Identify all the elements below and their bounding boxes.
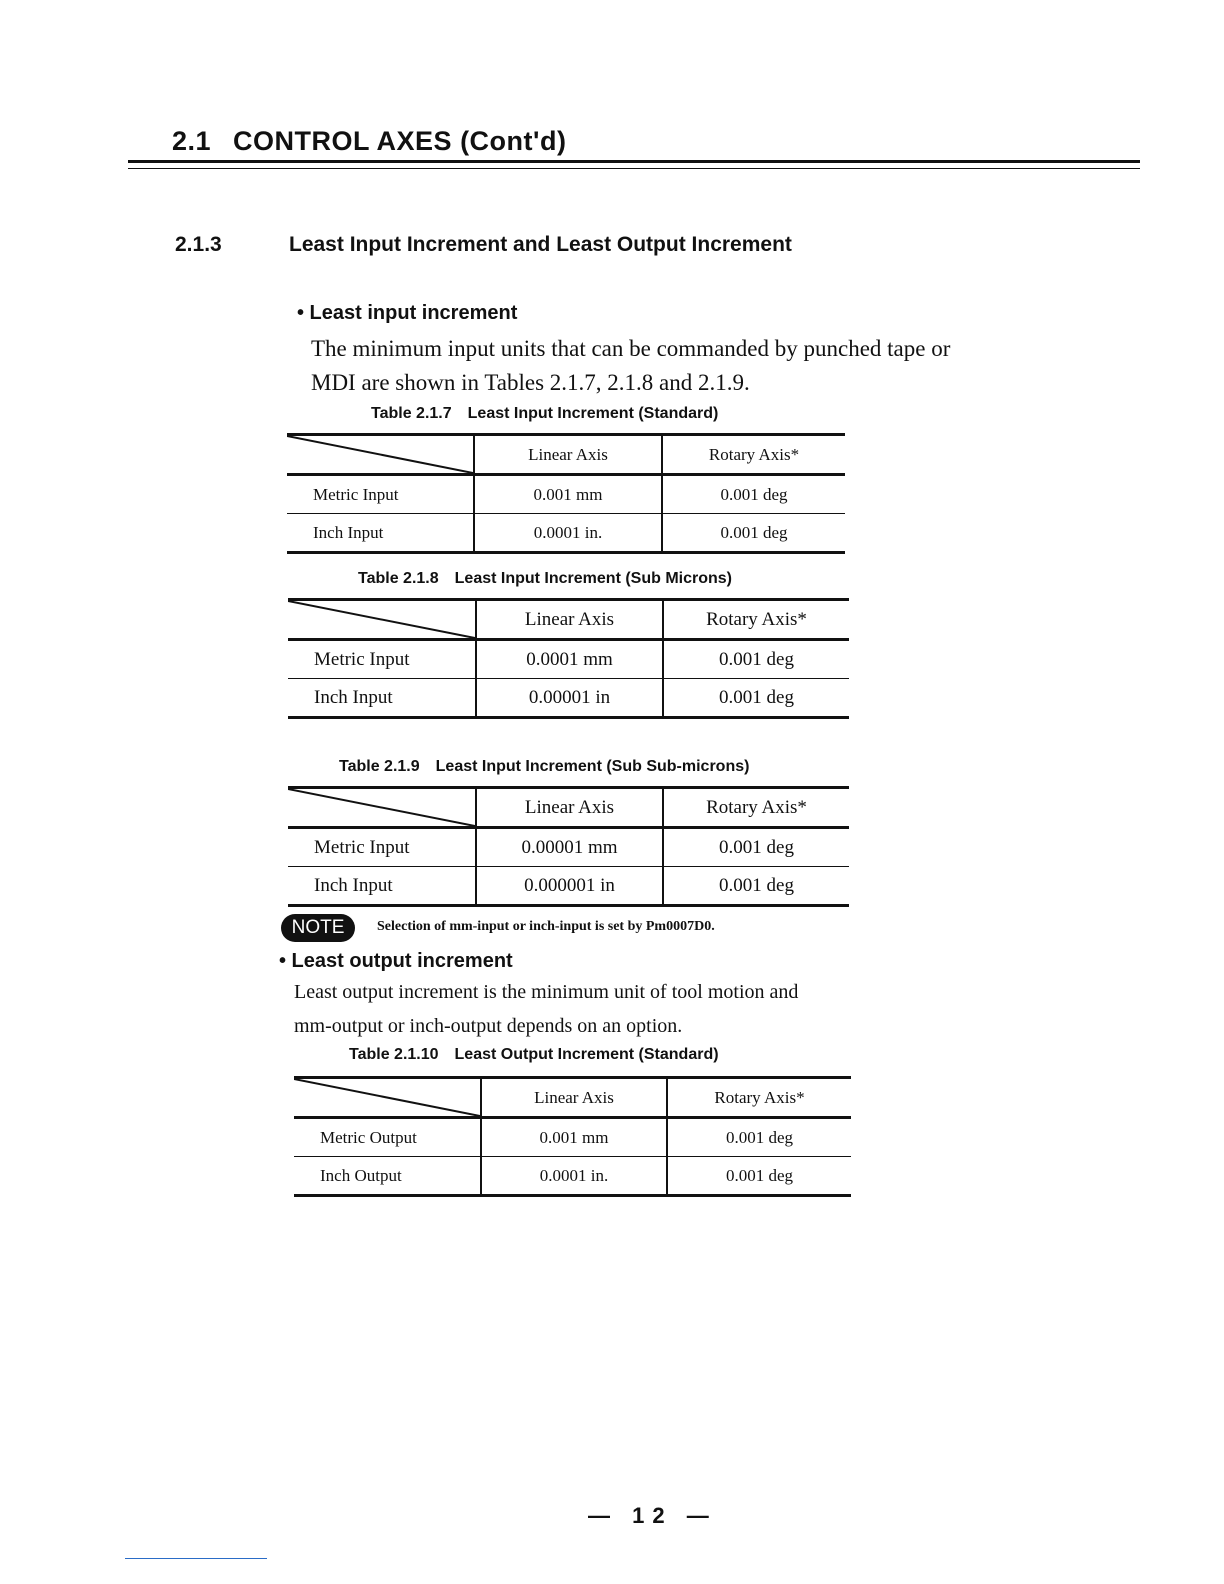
cell-linear: 0.000001 in <box>476 867 663 906</box>
input-increment-bullet: • Least input increment <box>297 302 518 324</box>
paragraph-line: MDI are shown in Tables 2.1.7, 2.1.8 and 2.1.9. <box>311 370 750 395</box>
cell-linear: 0.0001 in. <box>481 1157 667 1196</box>
table-2-1-7 <box>287 433 845 554</box>
section-number: 2.1.3 <box>175 233 222 256</box>
page-header <box>172 126 566 157</box>
table-corner-cell <box>294 1078 481 1118</box>
output-increment-paragraph <box>294 975 798 1043</box>
cell-linear: 0.0001 in. <box>474 514 662 553</box>
header-title: CONTROL AXES (Cont'd) <box>233 126 567 156</box>
cell-rotary: 0.001 deg <box>663 679 849 718</box>
row-label: Metric Input <box>287 475 474 514</box>
table-number: Table 2.1.10 <box>349 1046 439 1063</box>
column-header-linear: Linear Axis <box>476 600 663 640</box>
table-2-1-10 <box>294 1076 851 1197</box>
table-caption-text: Least Input Increment (Sub Microns) <box>454 570 732 587</box>
column-header-linear: Linear Axis <box>474 435 662 475</box>
table-header-row <box>288 788 849 828</box>
column-header-rotary: Rotary Axis* <box>663 788 849 828</box>
table-caption <box>371 405 718 423</box>
table-row <box>288 828 849 867</box>
row-label: Metric Input <box>288 640 476 679</box>
column-header-linear: Linear Axis <box>481 1078 667 1118</box>
cell-rotary: 0.001 deg <box>662 475 845 514</box>
table-corner-cell <box>288 788 476 828</box>
table-number: Table 2.1.8 <box>358 570 439 587</box>
note-badge: NOTE <box>281 914 355 942</box>
header-section-number: 2.1 <box>172 126 212 156</box>
cell-rotary: 0.001 deg <box>663 828 849 867</box>
cell-rotary: 0.001 deg <box>663 640 849 679</box>
table-number: Table 2.1.7 <box>371 405 452 422</box>
table-row <box>287 475 845 514</box>
table-row <box>288 640 849 679</box>
input-increment-paragraph <box>311 332 950 400</box>
table-row <box>288 867 849 906</box>
cell-rotary: 0.001 deg <box>662 514 845 553</box>
paragraph-line: Least output increment is the minimum unit of tool motion and <box>294 981 799 1003</box>
cell-linear: 0.0001 mm <box>476 640 663 679</box>
table-2-1-9 <box>288 786 849 907</box>
table-row <box>294 1118 851 1157</box>
column-header-rotary: Rotary Axis* <box>662 435 845 475</box>
row-label: Metric Input <box>288 828 476 867</box>
row-label: Metric Output <box>294 1118 481 1157</box>
note-text: Selection of mm-input or inch-input is set by Pm0007D0. <box>377 919 715 934</box>
table-caption-text: Least Input Increment (Sub Sub-microns) <box>435 758 750 775</box>
footer-rule <box>125 1558 267 1559</box>
table-corner-cell <box>288 600 476 640</box>
table-number: Table 2.1.9 <box>339 758 420 775</box>
table-caption-text: Least Input Increment (Standard) <box>467 405 719 422</box>
header-rule-thin <box>128 168 1140 169</box>
cell-linear: 0.00001 in <box>476 679 663 718</box>
table-caption-text: Least Output Increment (Standard) <box>454 1046 719 1063</box>
table-2-1-8 <box>288 598 849 719</box>
cell-linear: 0.001 mm <box>474 475 662 514</box>
table-row <box>288 679 849 718</box>
row-label: Inch Input <box>288 679 476 718</box>
table-header-row <box>294 1078 851 1118</box>
table-row <box>287 514 845 553</box>
table-caption <box>339 758 749 776</box>
cell-linear: 0.001 mm <box>481 1118 667 1157</box>
table-caption <box>349 1046 719 1064</box>
row-label: Inch Input <box>287 514 474 553</box>
row-label: Inch Output <box>294 1157 481 1196</box>
column-header-linear: Linear Axis <box>476 788 663 828</box>
cell-linear: 0.00001 mm <box>476 828 663 867</box>
paragraph-line: The minimum input units that can be commanded by punched tape or <box>311 336 951 361</box>
table-header-row <box>287 435 845 475</box>
column-header-rotary: Rotary Axis* <box>663 600 849 640</box>
cell-rotary: 0.001 deg <box>663 867 849 906</box>
header-rule <box>128 160 1140 163</box>
column-header-rotary: Rotary Axis* <box>667 1078 851 1118</box>
row-label: Inch Input <box>288 867 476 906</box>
paragraph-line: mm-output or inch-output depends on an option. <box>294 1015 683 1037</box>
table-header-row <box>288 600 849 640</box>
cell-rotary: 0.001 deg <box>667 1157 851 1196</box>
table-corner-cell <box>287 435 474 475</box>
section-title: Least Input Increment and Least Output Increment <box>289 233 792 256</box>
table-caption <box>358 570 732 588</box>
table-row <box>294 1157 851 1196</box>
cell-rotary: 0.001 deg <box>667 1118 851 1157</box>
page-number: — 12 — <box>588 1503 717 1528</box>
output-increment-bullet: • Least output increment <box>279 950 513 972</box>
